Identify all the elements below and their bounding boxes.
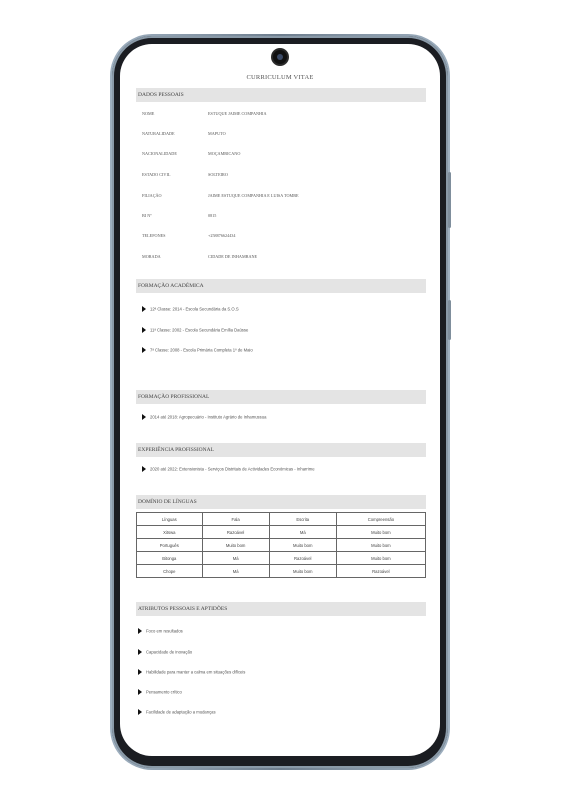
- personal-label: TELEFONES: [142, 233, 166, 238]
- list-item-text: 2020 até 2022: Extensionista - Serviços Distritais de Actividades Económicas - Inharrime: [150, 466, 315, 472]
- personal-label: BI Nº: [142, 213, 152, 218]
- list-item-text: 7ª Classe: 2008 - Escola Primária Completa 1º de Maio: [150, 347, 253, 353]
- table-row: [137, 526, 426, 539]
- bullet-arrow-icon: [142, 414, 146, 420]
- table-cell: Muito bom: [336, 526, 425, 539]
- personal-value: +258876624434: [208, 233, 236, 238]
- bullet-arrow-icon: [138, 689, 142, 695]
- list-item-text: Habilidade para manter a calma em situações difíceis: [146, 669, 246, 675]
- list-item: [138, 628, 183, 634]
- table-cell: Chope: [137, 565, 203, 578]
- list-item-text: 2014 até 2018: Agropecuário - Instituto Agrário de Inhamussua: [150, 414, 267, 420]
- table-row: [137, 539, 426, 552]
- volume-button: [448, 172, 451, 228]
- document-title: CURRICULUM VITAE: [246, 74, 314, 81]
- personal-value: MAPUTO: [208, 131, 226, 136]
- table-cell: Má: [202, 565, 269, 578]
- table-header-cell: Escrita: [269, 513, 336, 526]
- table-header-cell: Compreensão: [336, 513, 425, 526]
- list-item: [142, 306, 239, 312]
- table-cell: Xitswa: [137, 526, 203, 539]
- list-item-text: Pensamento crítico: [146, 689, 182, 695]
- bullet-arrow-icon: [138, 669, 142, 675]
- section-header-experience: EXPERIÊNCIA PROFISSIONAL: [136, 443, 426, 457]
- table-header-cell: Fala: [202, 513, 269, 526]
- personal-value: JAIME ESTUQUE COMPANHIA E LUISA TOMBE: [208, 193, 299, 198]
- personal-label: NATURALIDADE: [142, 131, 175, 136]
- section-header-personal: DADOS PESSOAIS: [136, 88, 426, 102]
- personal-label: MORADA: [142, 254, 161, 259]
- list-item: [138, 649, 192, 655]
- table-cell: Razoável: [202, 526, 269, 539]
- list-item: [142, 414, 266, 420]
- list-item-text: Facilidade de adaptação a mudanças: [146, 709, 216, 715]
- section-header-attributes: ATRIBUTOS PESSOAIS E APTIDÕES: [136, 602, 426, 616]
- bullet-arrow-icon: [142, 466, 146, 472]
- table-cell: Bitonga: [137, 552, 203, 565]
- table-row: [137, 552, 426, 565]
- bullet-arrow-icon: [142, 327, 146, 333]
- list-item: [142, 347, 253, 353]
- bullet-arrow-icon: [138, 649, 142, 655]
- table-cell: Má: [269, 526, 336, 539]
- list-item: [138, 709, 216, 715]
- table-header-cell: Línguas: [137, 513, 203, 526]
- power-button: [448, 300, 451, 340]
- list-item-text: 11ª Classe: 2002 - Escola Secundária Emília Daússe: [150, 327, 249, 333]
- section-header-languages: DOMÍNIO DE LÍNGUAS: [136, 495, 426, 509]
- personal-value: MOÇAMBICANO: [208, 151, 241, 156]
- personal-label: NACIONALIDADE: [142, 151, 177, 156]
- personal-label: NOME: [142, 111, 155, 116]
- personal-value: 0815: [208, 213, 217, 218]
- bullet-arrow-icon: [142, 306, 146, 312]
- list-item: [142, 327, 248, 333]
- list-item-text: Capacidade de inovação: [146, 649, 193, 655]
- table-row: [137, 565, 426, 578]
- screen[interactable]: [120, 44, 440, 756]
- front-camera-icon: [273, 50, 287, 64]
- table-cell: Muito bom: [336, 552, 425, 565]
- list-item: [138, 669, 245, 675]
- bullet-arrow-icon: [142, 347, 146, 353]
- section-header-professional: FORMAÇÃO PROFISSIONAL: [136, 390, 426, 404]
- languages-table: [136, 512, 426, 578]
- personal-label: ESTADO CIVIL: [142, 172, 171, 177]
- bullet-arrow-icon: [138, 628, 142, 634]
- section-header-academic: FORMAÇÃO ACADÉMICA: [136, 279, 426, 293]
- table-cell: Muito bom: [269, 565, 336, 578]
- list-item-text: 12ª Classe: 2014 - Escola Secundária da S.O.S: [150, 306, 239, 312]
- list-item-text: Foco em resultados: [146, 628, 183, 634]
- table-cell: Muito bom: [336, 539, 425, 552]
- table-cell: Muito bom: [269, 539, 336, 552]
- personal-label: FILIAÇÃO: [142, 193, 162, 198]
- personal-value: SOLTEIRO: [208, 172, 228, 177]
- table-cell: Muito bom: [202, 539, 269, 552]
- personal-value: ESTUQUE JAIME COMPANHIA: [208, 111, 267, 116]
- table-cell: Português: [137, 539, 203, 552]
- bullet-arrow-icon: [138, 709, 142, 715]
- list-item: [142, 466, 315, 472]
- personal-value: CIDADE DE INHAMBANE: [208, 254, 258, 259]
- table-cell: Má: [202, 552, 269, 565]
- table-cell: Razoável: [269, 552, 336, 565]
- table-cell: Razoável: [336, 565, 425, 578]
- list-item: [138, 689, 182, 695]
